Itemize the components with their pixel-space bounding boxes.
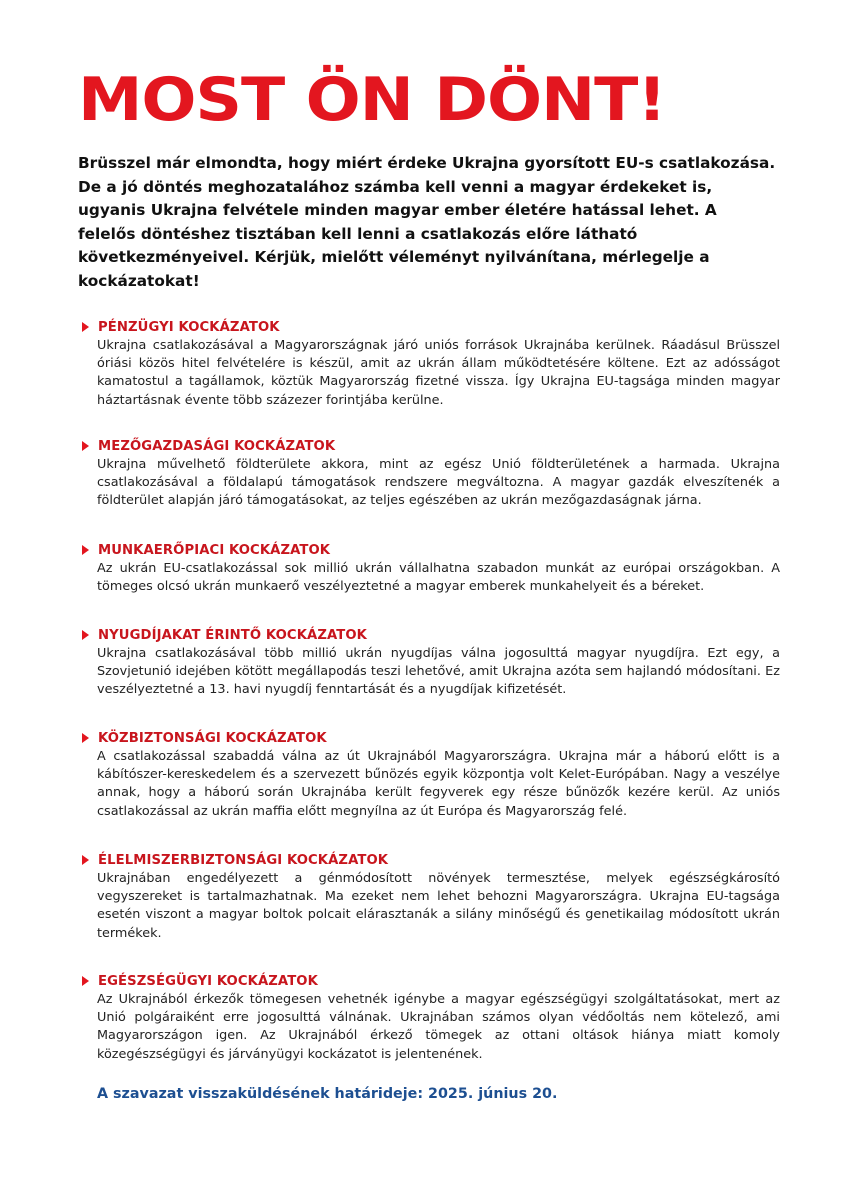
section-body: Az ukrán EU-csatlakozással sok millió ukrán vállalhatna szabadon munkát az európai országokban. A tömeges olcsó ukrán munkaerő veszélyeztetné a magyar emberek munkahelyeit és a béreket. — [97, 561, 780, 595]
triangle-bullet-icon — [82, 322, 89, 332]
triangle-bullet-icon — [82, 545, 89, 555]
triangle-bullet-icon — [82, 441, 89, 451]
section-public-safety-risks — [80, 729, 780, 821]
section-title: EGÉSZSÉGÜGYI KOCKÁZATOK — [98, 973, 318, 989]
section-body: Ukrajnában engedélyezett a génmódosított növények termesztése, melyek egészségkárosító vegyszereket is tartalmazhatnak. Ma ezeket nem lehet behozni Magyarországra. Ukrajna EU-tagsága esetén viszont a magyar boltok polcait elárasztanák a silány minőségű és genetikailag módosított ukrán termékek. — [97, 871, 780, 941]
section-body: A csatlakozással szabaddá válna az út Ukrajnából Magyarországra. Ukrajna már a háború előtt is a kábítószer-kereskedelem és a szervezett bűnözés egyik központja volt Kelet-Európában. Nagy a veszélye annak, hogy a háború során Ukrajnába került fegyverek egy része bűnözők kezére kerül. Az uniós csatlakozással az ukrán maffia előtt megnyílna az út Európa és Magyarország felé. — [97, 749, 780, 819]
section-body: Ukrajna csatlakozásával a Magyarországnak járó uniós források Ukrajnába kerülnek. Ráadásul Brüsszel óriási közös hitel felvételére is készül, amit az ukrán állam működtetésére költene. Ezt az adósságot kamatostul a tagállamok, köztük Magyarország fizetné vissza. Így Ukrajna EU-tagsága minden magyar háztartásnak évente több százezer forintjába kerülne. — [97, 338, 780, 408]
page-title: MOST ÖN DÖNT! — [78, 65, 666, 135]
intro-paragraph: Brüsszel már elmondta, hogy miért érdeke Ukrajna gyorsított EU-s csatlakozása. De a jó döntés meghozatalához számba kell venni a magyar érdekeket is, ugyanis Ukrajna felvétele minden magyar ember életére hatással lehet. A felelős döntéshez tisztában kell lenni a csatlakozás előre látható következményeivel. Kérjük, mielőtt véleményt nyilvánítana, mérlegelje a kockázatokat! — [78, 154, 776, 290]
section-body: Az Ukrajnából érkezők tömegesen vehetnék igénybe a magyar egészségügyi szolgáltatásokat, mert az Unió polgáraiként erre jogosulttá válnának. Ukrajnában számos olyan védőoltás nem kötelező, ami Magyarországon igen. Az Ukrajnából érkező tömegek az ottani oltások hiánya miatt komoly közegészségügyi és járványügyi kockázatot is jelentenének. — [97, 992, 780, 1062]
vote-deadline: A szavazat visszaküldésének határideje: 2025. június 20. — [97, 1086, 558, 1102]
section-labour-market-risks — [80, 541, 780, 596]
section-body: Ukrajna csatlakozásával több millió ukrán nyugdíjas válna jogosulttá magyar nyugdíjra. Ezt egy, a Szovjetunió idejében kötött megállapodás teszi lehetővé, amit Ukrajna azóta sem hajlandó módosítani. Ez veszélyeztetné a 13. havi nyugdíj fenntartását és a nyugdíjak kifizetését. — [97, 646, 780, 698]
section-health-risks — [80, 972, 780, 1064]
section-financial-risks — [80, 318, 780, 410]
section-title: PÉNZÜGYI KOCKÁZATOK — [98, 319, 280, 335]
section-title: NYUGDÍJAKAT ÉRINTŐ KOCKÁZATOK — [98, 627, 367, 643]
section-title: MUNKAERŐPIACI KOCKÁZATOK — [98, 542, 331, 558]
triangle-bullet-icon — [82, 976, 89, 986]
section-pension-risks — [80, 626, 780, 700]
section-agricultural-risks — [80, 437, 780, 511]
triangle-bullet-icon — [82, 855, 89, 865]
section-title: KÖZBIZTONSÁGI KOCKÁZATOK — [98, 730, 327, 746]
section-food-safety-risks — [80, 851, 780, 943]
section-title: ÉLELMISZERBIZTONSÁGI KOCKÁZATOK — [98, 852, 389, 868]
triangle-bullet-icon — [82, 630, 89, 640]
section-body: Ukrajna művelhető földterülete akkora, mint az egész Unió földterületének a harmada. Ukrajna csatlakozásával a földalapú támogatások rendszere megváltozna. A magyar gazdák elveszítenék a földterület alapján járó támogatásokat, az teljes egészében az ukrán mezőgazdaságnak járna. — [97, 457, 780, 509]
section-title: MEZŐGAZDASÁGI KOCKÁZATOK — [98, 438, 336, 454]
triangle-bullet-icon — [82, 733, 89, 743]
